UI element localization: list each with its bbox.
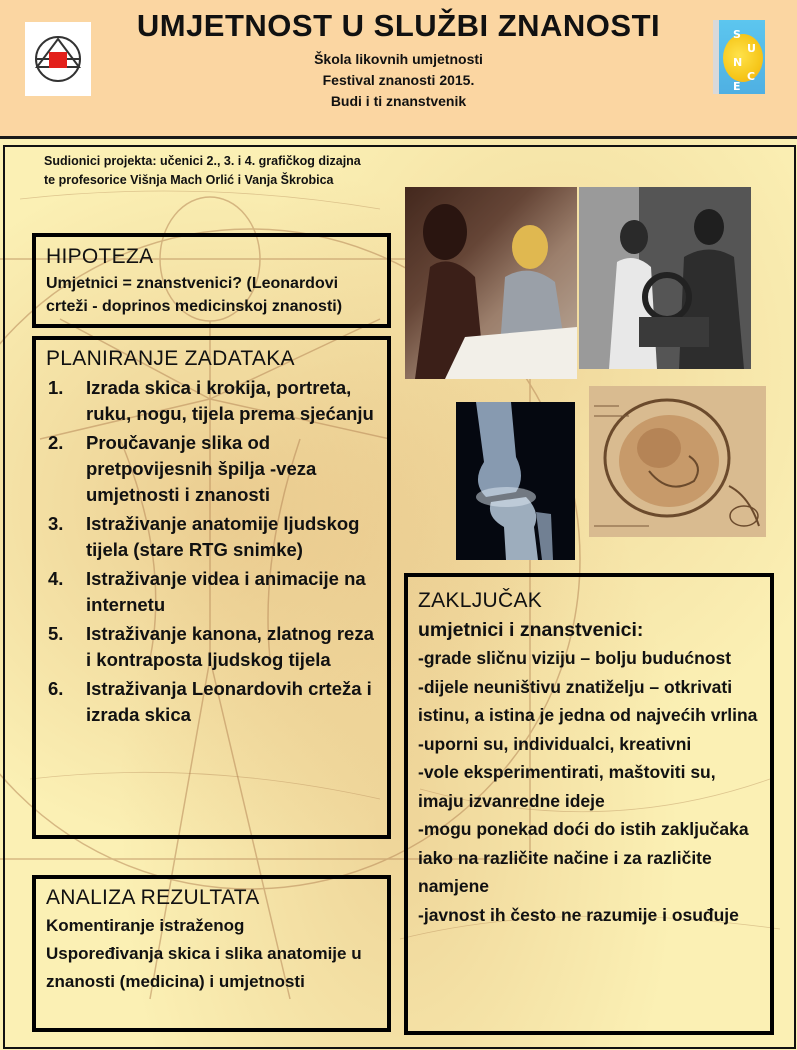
list-item [46,676,377,728]
list-item-text: Istraživanja Leonardovih crteža i izrada skica [86,678,372,725]
conclusion-line: -dijele neuništivu znatiželju – otkrivati istinu, a istina je jedna od najvećih vrlina [418,676,758,725]
students-printing-photo [579,187,751,369]
list-item-number: 1. [48,377,64,398]
logo-letter: C [747,70,756,83]
task-planning-box [32,336,391,839]
list-item-number: 6. [48,678,64,699]
list-item [46,375,377,427]
list-item-number: 3. [48,513,64,534]
hypothesis-box [32,233,391,328]
header [0,0,797,139]
hypothesis-heading: HIPOTEZA [46,245,154,268]
page-title: UMJETNOST U SLUŽBI ZNANOSTI [136,8,661,43]
task-list [46,375,377,728]
logo-letter: E [733,80,741,93]
logo-stripe [713,20,719,94]
task-planning-heading: PLANIRANJE ZADATAKA [46,347,295,370]
list-item-number: 5. [48,623,64,644]
results-analysis-box [32,875,391,1032]
participants-text: Sudionici projekta: učenici 2., 3. i 4. grafičkog dizajna te profesorice Višnja Mach Orlić i Vanja Škrobica [44,154,361,187]
results-analysis-heading: ANALIZA REZULTATA [46,886,260,909]
conclusion-line: -grade sličnu viziju – bolju budućnost [418,648,732,668]
results-analysis-line: Komentiranje istraženog [46,916,245,935]
conclusion-lines [418,644,760,929]
conclusion-subheading: umjetnici i znanstvenici: [418,619,644,641]
sun-icon [723,34,763,82]
results-analysis-line: Uspoređivanja skica i slika anatomije u znanosti (medicina) i umjetnosti [46,944,362,991]
list-item [46,566,377,618]
conclusion-line: -uporni su, individualci, kreativni [418,733,692,754]
logo-letter: N [733,56,743,69]
list-item-text: Istraživanje anatomije ljudskog tijela (stare RTG snimke) [86,513,360,560]
list-item [46,511,377,563]
logo-letter: U [747,42,756,55]
festival-name: Festival znanosti 2015. [322,72,475,88]
sunce-logo [713,20,765,94]
list-item-text: Proučavanje slika od pretpovijesnih špilja -veza umjetnosti i znanosti [86,432,317,505]
leonardo-fetus-drawing [589,386,766,537]
festival-motto: Budi i ti znanstvenik [330,93,467,109]
xray-knee-photo [456,402,575,560]
conclusion-box [404,573,774,1035]
list-item-number: 4. [48,568,64,589]
list-item [46,621,377,673]
logo-letter: S [733,28,741,41]
list-item [46,430,377,508]
list-item-text: Istraživanje videa i animacije na internetu [86,568,366,615]
conclusion-heading: ZAKLJUČAK [418,589,543,612]
conclusion-line: -javnost ih često ne razumije i osuđuje [418,904,739,925]
list-item-number: 2. [48,432,64,453]
list-item-text: Izrada skica i krokija, portreta, ruku, nogu, tijela prema sjećanju [86,377,374,424]
hypothesis-text: Umjetnici = znanstvenici? (Leonardovi crteži - doprinos medicinskoj znanosti) [46,275,343,315]
list-item-text: Istraživanje kanona, zlatnog reza i kontraposta ljudskog tijela [86,623,374,670]
conclusion-line: -mogu ponekad doći do istih zaključaka iako na različite načine i za različite namjene [418,819,749,896]
students-drawing-photo [405,187,577,379]
conclusion-line: -vole eksperimentirati, maštoviti su, imaju izvanredne ideje [418,762,716,811]
school-name: Škola likovnih umjetnosti [314,51,483,67]
